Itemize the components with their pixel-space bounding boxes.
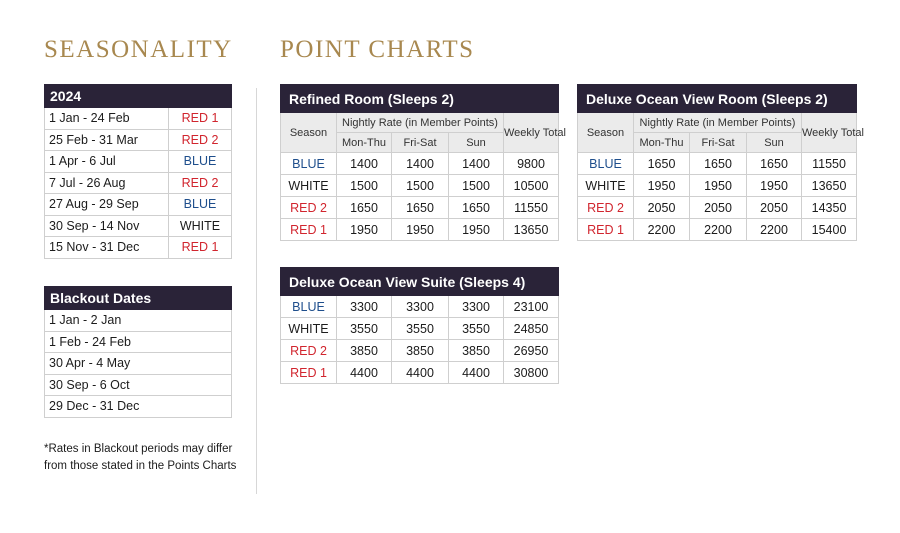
table-row — [281, 296, 559, 318]
table-row — [45, 374, 232, 396]
weekly-total-header: Weekly Total — [504, 113, 559, 153]
weekly-total: 13650 — [504, 219, 559, 241]
mon-thu-points: 3300 — [337, 296, 392, 318]
fri-sat-points: 1950 — [392, 219, 449, 241]
fri-sat-points: 3850 — [392, 340, 449, 362]
season-dates: 15 Nov - 31 Dec — [45, 237, 169, 259]
season-dates: 25 Feb - 31 Mar — [45, 129, 169, 151]
weekly-total: 13650 — [802, 175, 857, 197]
table-row — [45, 151, 232, 173]
season-dates: 30 Sep - 14 Nov — [45, 215, 169, 237]
table-row — [578, 175, 857, 197]
table-row — [45, 129, 232, 151]
season-label: WHITE — [281, 175, 337, 197]
fri-sat-points: 1400 — [392, 153, 449, 175]
chart-title: Refined Room (Sleeps 2) — [281, 85, 559, 113]
season-dates: 1 Apr - 6 Jul — [45, 151, 169, 173]
table-row — [45, 353, 232, 375]
table-row — [281, 175, 559, 197]
weekly-total: 15400 — [802, 219, 857, 241]
season-label: RED 1 — [281, 362, 337, 384]
seasonality-table — [44, 84, 232, 259]
fri-sat-points: 1650 — [690, 153, 747, 175]
mon-thu-header: Mon-Thu — [634, 133, 690, 153]
blackout-dates: 29 Dec - 31 Dec — [45, 396, 232, 418]
column-divider — [256, 88, 257, 494]
season-label: WHITE — [578, 175, 634, 197]
table-row — [578, 219, 857, 241]
fri-sat-points: 1950 — [690, 175, 747, 197]
sun-points: 4400 — [449, 362, 504, 384]
sun-points: 3300 — [449, 296, 504, 318]
table-row — [281, 197, 559, 219]
seasonality-heading: SEASONALITY — [44, 36, 233, 63]
blackout-dates: 1 Feb - 24 Feb — [45, 331, 232, 353]
table-row — [45, 108, 232, 130]
weekly-total: 26950 — [504, 340, 559, 362]
fri-sat-points: 2050 — [690, 197, 747, 219]
blackout-table — [44, 286, 232, 418]
fri-sat-points: 2200 — [690, 219, 747, 241]
fri-sat-points: 3550 — [392, 318, 449, 340]
mon-thu-points: 1950 — [337, 219, 392, 241]
table-row — [578, 197, 857, 219]
season-label: RED 1 — [578, 219, 634, 241]
table-row — [45, 194, 232, 216]
mon-thu-points: 1650 — [634, 153, 690, 175]
table-row — [281, 318, 559, 340]
weekly-total: 30800 — [504, 362, 559, 384]
sun-header: Sun — [747, 133, 802, 153]
table-row — [45, 172, 232, 194]
table-row — [45, 215, 232, 237]
season-label: RED 2 — [281, 197, 337, 219]
season-label: WHITE — [169, 215, 232, 237]
season-label: BLUE — [169, 151, 232, 173]
mon-thu-points: 1500 — [337, 175, 392, 197]
table-row — [45, 396, 232, 418]
chart-title: Deluxe Ocean View Suite (Sleeps 4) — [281, 268, 559, 296]
season-label: RED 2 — [169, 129, 232, 151]
table-row — [578, 153, 857, 175]
sun-points: 3550 — [449, 318, 504, 340]
table-row — [281, 153, 559, 175]
season-dates: 27 Aug - 29 Sep — [45, 194, 169, 216]
weekly-total: 23100 — [504, 296, 559, 318]
season-label: BLUE — [169, 194, 232, 216]
fri-sat-points: 3300 — [392, 296, 449, 318]
mon-thu-points: 4400 — [337, 362, 392, 384]
season-label: RED 1 — [169, 108, 232, 130]
sun-points: 1950 — [747, 175, 802, 197]
sun-points: 1650 — [747, 153, 802, 175]
season-label: RED 1 — [281, 219, 337, 241]
season-column-header: Season — [281, 113, 337, 153]
mon-thu-points: 1950 — [634, 175, 690, 197]
season-label: BLUE — [281, 296, 337, 318]
table-row — [281, 219, 559, 241]
nightly-rate-header: Nightly Rate (in Member Points) — [337, 113, 504, 133]
sun-points: 1950 — [449, 219, 504, 241]
nightly-rate-header: Nightly Rate (in Member Points) — [634, 113, 802, 133]
sun-points: 2050 — [747, 197, 802, 219]
chart-refined-room — [280, 84, 566, 241]
mon-thu-points: 2050 — [634, 197, 690, 219]
blackout-dates: 1 Jan - 2 Jan — [45, 310, 232, 332]
season-label: RED 2 — [578, 197, 634, 219]
sun-points: 1650 — [449, 197, 504, 219]
blackout-dates: 30 Sep - 6 Oct — [45, 374, 232, 396]
season-dates: 1 Jan - 24 Feb — [45, 108, 169, 130]
season-label: BLUE — [281, 153, 337, 175]
weekly-total: 9800 — [504, 153, 559, 175]
table-row — [281, 340, 559, 362]
table-row — [45, 331, 232, 353]
fri-sat-header: Fri-Sat — [690, 133, 747, 153]
season-label: WHITE — [281, 318, 337, 340]
sun-points: 2200 — [747, 219, 802, 241]
sun-points: 1400 — [449, 153, 504, 175]
season-dates: 7 Jul - 26 Aug — [45, 172, 169, 194]
point-charts-heading: POINT CHARTS — [280, 36, 475, 63]
chart-deluxe-ocean-view-suite — [280, 267, 559, 384]
season-label: RED 2 — [281, 340, 337, 362]
table-row — [45, 237, 232, 259]
mon-thu-points: 2200 — [634, 219, 690, 241]
season-label: RED 1 — [169, 237, 232, 259]
mon-thu-points: 3850 — [337, 340, 392, 362]
blackout-title: Blackout Dates — [45, 287, 232, 310]
season-label: BLUE — [578, 153, 634, 175]
table-row — [281, 362, 559, 384]
weekly-total: 24850 — [504, 318, 559, 340]
blackout-dates: 30 Apr - 4 May — [45, 353, 232, 375]
seasonality-year: 2024 — [45, 85, 232, 108]
fri-sat-points: 4400 — [392, 362, 449, 384]
sun-points: 1500 — [449, 175, 504, 197]
blackout-note: *Rates in Blackout periods may differ from those stated in the Points Charts — [44, 443, 237, 472]
mon-thu-points: 3550 — [337, 318, 392, 340]
chart-deluxe-ocean-view-room — [577, 84, 864, 241]
weekly-total: 11550 — [504, 197, 559, 219]
weekly-total: 11550 — [802, 153, 857, 175]
weekly-total: 10500 — [504, 175, 559, 197]
table-row — [45, 310, 232, 332]
weekly-total-header: Weekly Total — [802, 113, 857, 153]
sun-points: 3850 — [449, 340, 504, 362]
season-column-header: Season — [578, 113, 634, 153]
mon-thu-points: 1400 — [337, 153, 392, 175]
fri-sat-points: 1650 — [392, 197, 449, 219]
fri-sat-points: 1500 — [392, 175, 449, 197]
mon-thu-header: Mon-Thu — [337, 133, 392, 153]
chart-title: Deluxe Ocean View Room (Sleeps 2) — [578, 85, 857, 113]
sun-header: Sun — [449, 133, 504, 153]
weekly-total: 14350 — [802, 197, 857, 219]
fri-sat-header: Fri-Sat — [392, 133, 449, 153]
mon-thu-points: 1650 — [337, 197, 392, 219]
season-label: RED 2 — [169, 172, 232, 194]
